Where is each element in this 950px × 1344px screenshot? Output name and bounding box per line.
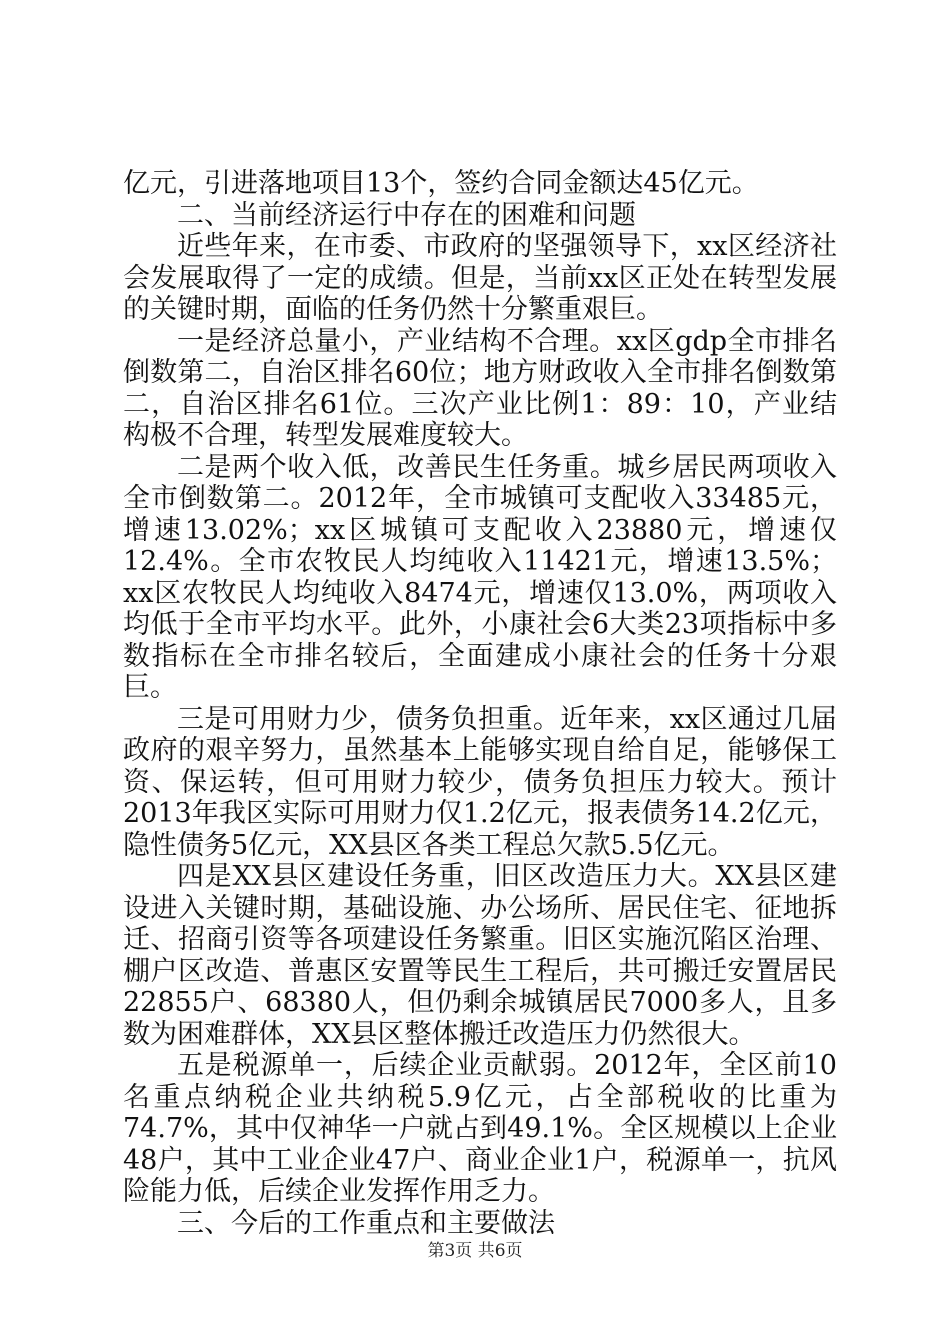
page-number: 第3页 共6页 (427, 1241, 523, 1261)
document-body (123, 168, 837, 1239)
paragraph-4: 一是经济总量小，产业结构不合理。xx区gdp全市排名倒数第二，自治区排名60位；地方财政收入全市排名倒数第二，自治区排名61位。三次产业比例1：89：10，产业结构极不合理，转型发展难度较大。 (123, 325, 837, 451)
paragraph-1: 亿元，引进落地项目13个，签约合同金额达45亿元。 (123, 168, 759, 199)
section-heading-2: 二、当前经济运行中存在的困难和问题 (177, 199, 636, 231)
paragraph-8: 五是税源单一，后续企业贡献弱。2012年，全区前10名重点纳税企业共纳税5.9亿元，占全部税收的比重为74.7%，其中仅神华一户就占到49.1%。全区规模以上企业48户，其中工业企业47户、商业企业1户，税源单一，抗风险能力低，后续企业发挥作用乏力。 (123, 1050, 837, 1207)
paragraph-6: 三是可用财力少，债务负担重。近年来，xx区通过几届政府的艰辛努力，虽然基本上能够实现自给自足，能够保工资、保运转，但可用财力较少，债务负担压力较大。预计2013年我区实际可用财力仅1.2亿元，报表债务14.2亿元，隐性债务5亿元，XX县区各类工程总欠款5.5亿元。 (123, 703, 837, 861)
paragraph-3: 近些年来，在市委、市政府的坚强领导下，xx区经济社会发展取得了一定的成绩。但是，当前xx区正处在转型发展的关键时期，面临的任务仍然十分繁重艰巨。 (123, 231, 837, 325)
section-heading-3: 三、今后的工作重点和主要做法 (177, 1207, 555, 1239)
paragraph-7: 四是XX县区建设任务重，旧区改造压力大。XX县区建设进入关键时期，基础设施、办公场所、居民住宅、征地拆迁、招商引资等各项建设任务繁重。旧区实施沉陷区治理、棚户区改造、普惠区安置等民生工程后，共可搬迁安置居民22855户、68380人，但仍剩余城镇居民7000多人，且多数为困难群体，XX县区整体搬迁改造压力仍然很大。 (123, 861, 837, 1050)
paragraph-5: 二是两个收入低，改善民生任务重。城乡居民两项收入全市倒数第二。2012年，全市城镇可支配收入33485元，增速13.02%；xx区城镇可支配收入23880元，增速仅12.4%。全市农牧民人均纯收入11421元，增速13.5%；xx区农牧民人均纯收入8474元，增速仅13.0%，两项收入均低于全市平均水平。此外，小康社会6大类23项指标中多数指标在全市排名较后，全面建成小康社会的任务十分艰巨。 (123, 451, 837, 703)
